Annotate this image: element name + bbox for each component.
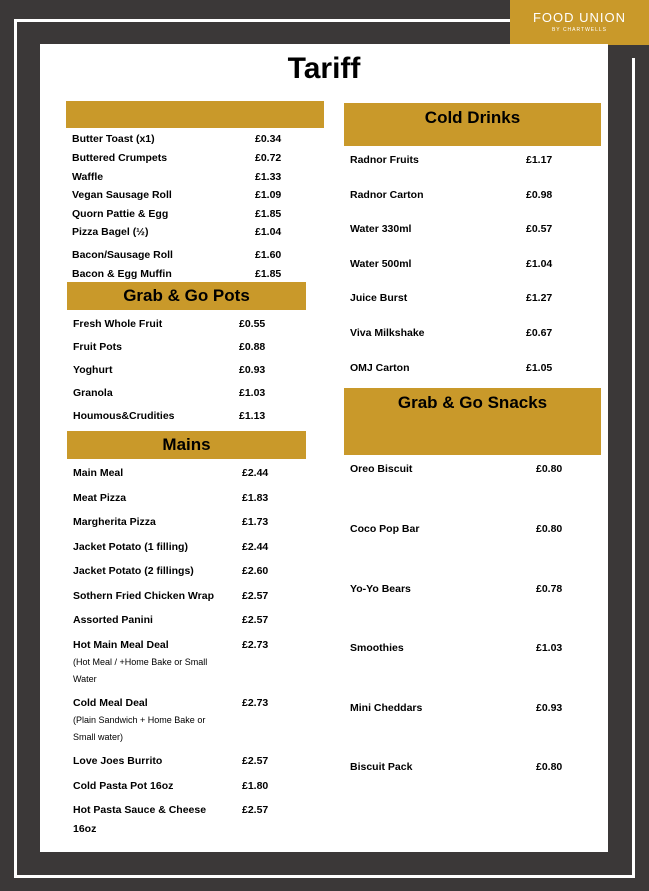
menu-item-price: £1.09 (255, 189, 282, 201)
breakfast-heading (66, 101, 324, 128)
menu-item-name: Main Meal (73, 467, 124, 479)
menu-item-name: Fresh Whole Fruit (73, 318, 163, 330)
menu-item-name: Granola (73, 387, 113, 399)
menu-item-price: £0.98 (526, 189, 553, 201)
menu-item-name: Bacon & Egg Muffin (72, 268, 172, 280)
menu-item-price: £1.80 (242, 780, 269, 792)
menu-item-name: Cold Meal Deal (73, 697, 148, 709)
menu-item-name-line2: 16oz (73, 823, 97, 835)
menu-item-name: Radnor Carton (350, 189, 424, 201)
menu-item-name: Bacon/Sausage Roll (72, 249, 173, 261)
menu-item-name: Buttered Crumpets (72, 152, 168, 164)
menu-item-name: Yoghurt (73, 364, 113, 376)
menu-item-name: Cold Pasta Pot 16oz (73, 780, 174, 792)
menu-item-name: Quorn Pattie & Egg (72, 208, 169, 220)
menu-item-price: £2.44 (242, 541, 269, 553)
menu-item-name: Juice Burst (350, 292, 408, 304)
menu-item-price: £2.73 (242, 639, 269, 651)
menu-item-price: £0.67 (526, 327, 553, 339)
menu-item-price: £0.93 (239, 364, 266, 376)
menu-item-price: £0.72 (255, 152, 282, 164)
menu-item-price: £0.34 (255, 133, 282, 145)
menu-item-price: £1.85 (255, 268, 282, 280)
menu-item-price: £2.44 (242, 467, 269, 479)
menu-item-price: £1.17 (526, 154, 553, 166)
menu-item-name: Hot Pasta Sauce & Cheese (73, 804, 207, 816)
menu-item-name: Sothern Fried Chicken Wrap (73, 590, 214, 602)
menu-item-price: £1.13 (239, 410, 266, 422)
menu-item-name: Coco Pop Bar (350, 523, 420, 535)
menu-item-price: £1.04 (255, 226, 282, 238)
menu-item-price: £1.03 (536, 642, 563, 654)
menu-item-price: £2.57 (242, 590, 269, 602)
menu-item-note: (Hot Meal / +Home Bake or Small (73, 657, 208, 667)
menu-item-name: Smoothies (350, 642, 404, 654)
menu-item-name: Water 500ml (350, 258, 412, 270)
menu-item-name: Jacket Potato (1 filling) (73, 541, 188, 553)
menu-item-name: Water 330ml (350, 223, 412, 235)
menu-item-price: £0.55 (239, 318, 266, 330)
tariff-sheet (40, 44, 608, 852)
menu-item-name: Butter Toast (x1) (72, 133, 155, 145)
menu-item-price: £0.78 (536, 583, 563, 595)
frame-line-left (14, 19, 17, 878)
menu-item-name: Vegan Sausage Roll (72, 189, 172, 201)
menu-item-name: Waffle (72, 171, 104, 183)
menu-item-price: £1.27 (526, 292, 553, 304)
menu-item-price: £1.73 (242, 516, 269, 528)
menu-item-name: Assorted Panini (73, 614, 153, 626)
menu-item-price: £1.85 (255, 208, 282, 220)
menu-item-price: £0.80 (536, 463, 563, 475)
menu-item-name: Mini Cheddars (350, 702, 423, 714)
menu-item-name: Yo-Yo Bears (350, 583, 411, 595)
menu-item-price: £2.57 (242, 614, 269, 626)
menu-item-name: Biscuit Pack (350, 761, 413, 773)
grab-go-snacks-heading: Grab & Go Snacks (344, 388, 601, 455)
frame-line-top (14, 19, 510, 22)
menu-item-name: Jacket Potato (2 fillings) (73, 565, 194, 577)
menu-item-name: Fruit Pots (73, 341, 122, 353)
menu-item-name: OMJ Carton (350, 362, 410, 374)
cold-drinks-heading: Cold Drinks (344, 103, 601, 146)
menu-item-price: £0.88 (239, 341, 266, 353)
menu-item-price: £1.03 (239, 387, 266, 399)
frame-line-right (632, 58, 635, 878)
brand-name: FOOD UNION (532, 10, 627, 25)
menu-item-name: Margherita Pizza (73, 516, 156, 528)
grab-go-pots-heading: Grab & Go Pots (67, 282, 306, 310)
menu-item-price: £1.05 (526, 362, 553, 374)
menu-item-price: £0.93 (536, 702, 563, 714)
mains-heading: Mains (67, 431, 306, 459)
menu-item-name: Meat Pizza (73, 492, 127, 504)
menu-item-name: Houmous&Crudities (73, 410, 175, 422)
brand-logo (510, 0, 649, 45)
menu-item-price: £2.60 (242, 565, 269, 577)
menu-item-price: £0.80 (536, 761, 563, 773)
menu-item-price: £2.57 (242, 804, 269, 816)
menu-item-price: £1.83 (242, 492, 269, 504)
menu-item-name: Hot Main Meal Deal (73, 639, 169, 651)
menu-item-name: Love Joes Burrito (73, 755, 163, 767)
page-title: Tariff (287, 52, 361, 85)
menu-item-price: £2.73 (242, 697, 269, 709)
menu-item-note: (Plain Sandwich + Home Bake or (73, 715, 206, 725)
menu-item-note: Small water) (73, 732, 124, 742)
menu-item-price: £0.57 (526, 223, 553, 235)
menu-item-name: Pizza Bagel (½) (72, 226, 149, 238)
menu-item-note: Water (73, 674, 97, 684)
menu-item-price: £1.04 (526, 258, 553, 270)
menu-item-price: £2.57 (242, 755, 269, 767)
brand-sub: BY CHARTWELLS (551, 27, 608, 33)
frame-line-bottom (14, 875, 635, 878)
menu-item-price: £0.80 (536, 523, 563, 535)
menu-item-name: Oreo Biscuit (350, 463, 413, 475)
menu-item-name: Viva Milkshake (350, 327, 425, 339)
menu-item-price: £1.33 (255, 171, 282, 183)
menu-item-name: Radnor Fruits (350, 154, 419, 166)
menu-item-price: £1.60 (255, 249, 282, 261)
